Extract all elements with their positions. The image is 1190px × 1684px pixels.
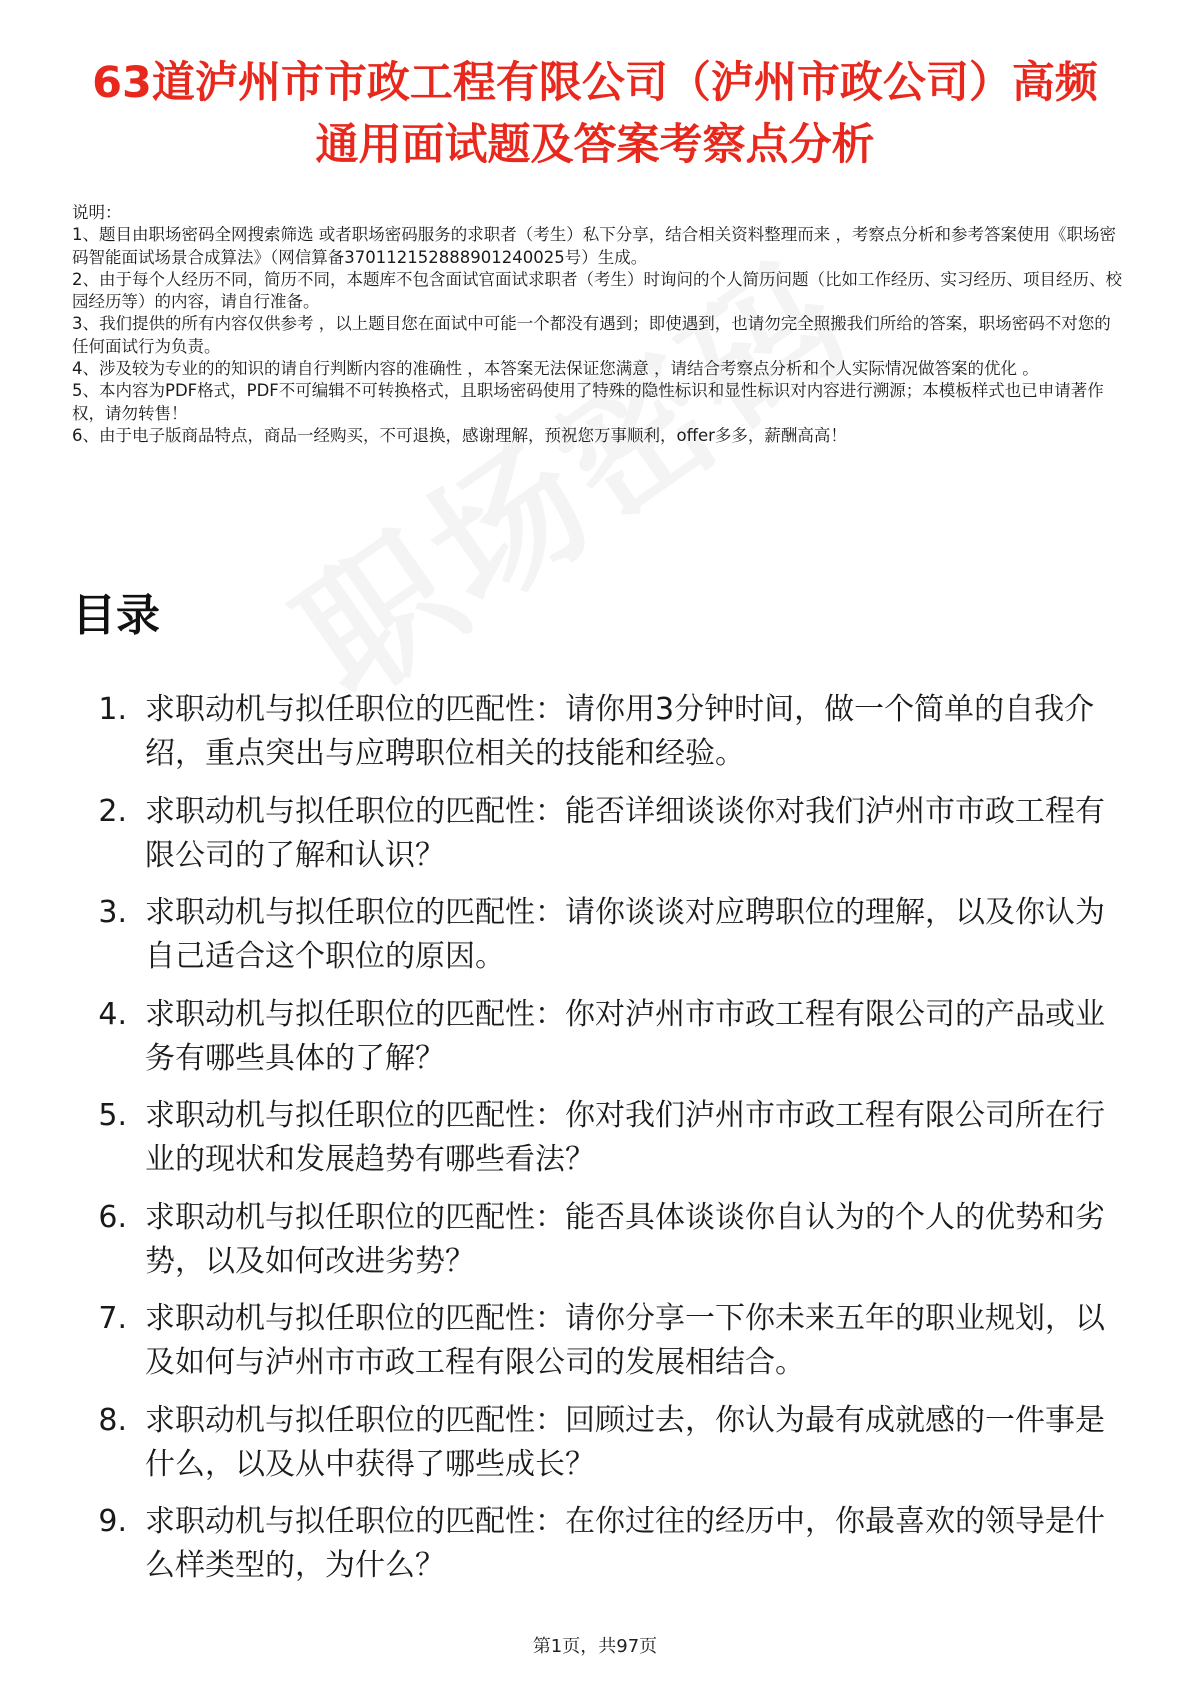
toc-item-text: 求职动机与拟任职位的匹配性：回顾过去，你认为最有成就感的一件事是什么，以及从中获得了哪些成长？	[145, 1402, 1105, 1482]
toc-item-text: 求职动机与拟任职位的匹配性：请你分享一下你未来五年的职业规划，以及如何与泸州市市政工程有限公司的发展相结合。	[145, 1301, 1105, 1380]
toc-item-number: 9.	[98, 1504, 127, 1539]
note-item: 6、由于电子版商品特点，商品一经购买，不可退换，感谢理解，预祝您万事顺利，offer多多，薪酬高高！	[72, 425, 847, 445]
page-number-footer: 第1页，共97页	[532, 1636, 658, 1657]
toc-item-text: 求职动机与拟任职位的匹配性：请你用3分钟时间，做一个简单的自我介绍，重点突出与应聘职位相关的技能和经验。	[145, 692, 1095, 771]
toc-item-text: 求职动机与拟任职位的匹配性：能否详细谈谈你对我们泸州市市政工程有限公司的了解和认识？	[145, 793, 1105, 873]
toc-item[interactable]	[72, 790, 1132, 892]
document-title: 63道泸州市市政工程有限公司（泸州市政公司）高频通用面试题及答案考察点分析	[92, 58, 1098, 170]
toc-item-number: 3.	[98, 895, 127, 930]
note-item: 2、由于每个人经历不同，简历不同，本题库不包含面试官面试求职者（考生）时询问的个人简历问题（比如工作经历、实习经历、项目经历、校园经历等）的内容，请自行准备。	[72, 269, 1122, 312]
toc-item[interactable]	[72, 1196, 1132, 1298]
toc-item[interactable]	[72, 1500, 1132, 1602]
toc-item-text: 求职动机与拟任职位的匹配性：你对泸州市市政工程有限公司的产品或业务有哪些具体的了解？	[145, 996, 1105, 1076]
toc-item-number: 6.	[98, 1199, 127, 1235]
toc-item-number: 2.	[98, 793, 127, 829]
toc-item[interactable]	[72, 1399, 1132, 1501]
toc-item-number: 4.	[98, 996, 127, 1032]
toc-heading: 目录	[72, 590, 160, 641]
toc-item-text: 求职动机与拟任职位的匹配性：能否具体谈谈你自认为的个人的优势和劣势，以及如何改进劣势？	[145, 1199, 1105, 1279]
note-item: 1、题目由职场密码全网搜索筛选 或者职场密码服务的求职者（考生）私下分享，结合相关资料整理而来 ，考察点分析和参考答案使用《职场密码智能面试场景合成算法》（网信算备370112152888901240025号）生成。	[72, 225, 1116, 267]
toc-item[interactable]	[72, 891, 1132, 993]
toc-item-number: 8.	[98, 1402, 127, 1438]
toc-item[interactable]	[72, 1094, 1132, 1196]
toc-item-number: 1.	[98, 692, 127, 727]
toc-item-text: 求职动机与拟任职位的匹配性：在你过往的经历中，你最喜欢的领导是什么样类型的，为什么？	[145, 1504, 1105, 1583]
toc-item[interactable]	[72, 1297, 1132, 1399]
toc-item[interactable]	[72, 993, 1132, 1095]
toc-item-number: 5.	[98, 1098, 127, 1133]
notes-heading: 说明：	[72, 203, 122, 222]
note-item: 3、我们提供的所有内容仅供参考 ，以上题目您在面试中可能一个都没有遇到；即使遇到，也请勿完全照搬我们所给的答案，职场密码不对您的任何面试行为负责。	[72, 314, 1111, 356]
toc-item-number: 7.	[98, 1301, 127, 1336]
toc-item-text: 求职动机与拟任职位的匹配性：请你谈谈对应聘职位的理解，以及你认为自己适合这个职位的原因。	[145, 895, 1105, 974]
toc-list	[72, 688, 1132, 1602]
note-item: 4、涉及较为专业的的知识的请自行判断内容的准确性 ，本答案无法保证您满意 ，请结合考察点分析和个人实际情况做答案的优化 。	[72, 359, 1039, 379]
toc-item-text: 求职动机与拟任职位的匹配性：你对我们泸州市市政工程有限公司所在行业的现状和发展趋势有哪些看法？	[145, 1098, 1105, 1177]
note-item: 5、本内容为PDF格式，PDF不可编辑不可转换格式，且职场密码使用了特殊的隐性标识和显性标识对内容进行溯源；本模板样式也已申请著作权，请勿转售！	[72, 381, 1104, 423]
toc-item[interactable]	[72, 688, 1132, 790]
disclaimer-notes	[72, 202, 1122, 447]
